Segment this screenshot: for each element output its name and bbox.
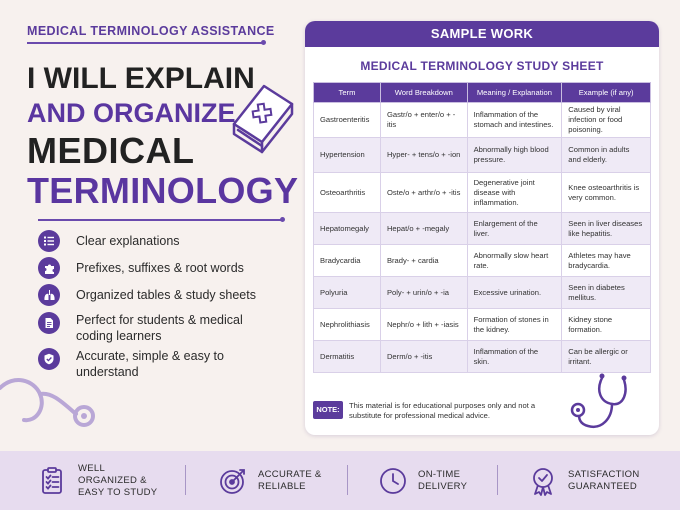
- feature-text: Organized tables & study sheets: [76, 288, 256, 302]
- meaning-cell: Formation of stones in the kidney.: [467, 309, 562, 341]
- example-cell: Athletes may have bradycardia.: [562, 245, 651, 277]
- column-header: Term: [314, 83, 381, 103]
- table-row: [314, 309, 651, 341]
- terminology-table: [313, 82, 651, 373]
- disclaimer-text: This material is for educational purposes only and not a substitute for professional medical advice.: [349, 401, 536, 420]
- breakdown-cell: Oste/o + arthr/o + -itis: [380, 173, 467, 213]
- breakdown-cell: Gastr/o + enter/o + -itis: [380, 103, 467, 138]
- meaning-cell: Inflammation of the stomach and intestines.: [467, 103, 562, 138]
- study-sheet-title: MEDICAL TERMINOLOGY STUDY SHEET: [360, 59, 604, 73]
- feature-text: Perfect for students & medical coding learners: [76, 313, 243, 343]
- eyebrow-divider: [27, 42, 263, 44]
- column-header: Meaning / Explanation: [467, 83, 562, 103]
- table-row: [314, 213, 651, 245]
- term-cell: Nephrolithiasis: [314, 309, 381, 341]
- footer-item: [38, 451, 163, 510]
- example-cell: Can be allergic or irritant.: [562, 341, 651, 373]
- eyebrow-title: MEDICAL TERMINOLOGY ASSISTANCE: [27, 24, 275, 38]
- footer-label: WELL ORGANIZED & EASY TO STUDY: [78, 462, 158, 498]
- footer-divider: [497, 465, 498, 495]
- medical-book-icon: [226, 80, 296, 158]
- table-row: [314, 138, 651, 173]
- footer-label: ACCURATE & RELIABLE: [258, 468, 322, 492]
- feature-text: Prefixes, suffixes & root words: [76, 261, 244, 275]
- meaning-cell: Abnormally high blood pressure.: [467, 138, 562, 173]
- features-divider: [38, 219, 282, 221]
- term-cell: Hypertension: [314, 138, 381, 173]
- feature-text: Accurate, simple & easy to understand: [76, 349, 224, 379]
- footer-item: [218, 451, 343, 510]
- breakdown-cell: Hepat/o + -megaly: [380, 213, 467, 245]
- column-header: Word Breakdown: [380, 83, 467, 103]
- breakdown-cell: Brady- + cardia: [380, 245, 467, 277]
- example-cell: Kidney stone formation.: [562, 309, 651, 341]
- shield-check-icon: [38, 348, 60, 370]
- feature-item: [38, 312, 276, 344]
- table-row: [314, 341, 651, 373]
- clipboard-icon: [38, 466, 68, 496]
- breakdown-cell: Nephr/o + lith + -iasis: [380, 309, 467, 341]
- term-cell: Gastroenteritis: [314, 103, 381, 138]
- card-header: SAMPLE WORK: [305, 21, 659, 47]
- breakdown-cell: Derm/o + -itis: [380, 341, 467, 373]
- headline-line-1: I WILL EXPLAIN: [27, 62, 255, 95]
- column-header: Example (if any): [562, 83, 651, 103]
- footer-bar: [0, 451, 680, 510]
- table-row: [314, 173, 651, 213]
- document-icon: [38, 312, 60, 334]
- headline-line-3: MEDICAL: [27, 130, 195, 171]
- meaning-cell: Inflammation of the skin.: [467, 341, 562, 373]
- note-label: NOTE:: [313, 401, 343, 419]
- footer-item: [528, 451, 653, 510]
- term-cell: Dermatitis: [314, 341, 381, 373]
- meaning-cell: Degenerative joint disease with inflammation.: [467, 173, 562, 213]
- example-cell: Knee osteoarthritis is very common.: [562, 173, 651, 213]
- feature-text: Clear explanations: [76, 234, 180, 248]
- table-row: [314, 245, 651, 277]
- example-cell: Seen in diabetes mellitus.: [562, 277, 651, 309]
- term-cell: Bradycardia: [314, 245, 381, 277]
- feature-item: [38, 284, 276, 306]
- feature-item: [38, 257, 276, 279]
- headline-line-4: TERMINOLOGY: [27, 170, 299, 211]
- meaning-cell: Enlargement of the liver.: [467, 213, 562, 245]
- meaning-cell: Excessive urination.: [467, 277, 562, 309]
- footer-label: SATISFACTION GUARANTEED: [568, 468, 640, 492]
- footer-label: ON-TIME DELIVERY: [418, 468, 468, 492]
- left-panel: [0, 0, 300, 450]
- meaning-cell: Abnormally slow heart rate.: [467, 245, 562, 277]
- footer-item: [378, 451, 503, 510]
- stethoscope-icon: [566, 370, 632, 440]
- example-cell: Caused by viral infection or food poisoning.: [562, 103, 651, 138]
- headline-line-2: AND ORGANIZE: [27, 98, 236, 128]
- breakdown-cell: Poly- + urin/o + -ia: [380, 277, 467, 309]
- table-row: [314, 277, 651, 309]
- table-row: [314, 103, 651, 138]
- lungs-icon: [38, 284, 60, 306]
- term-cell: Osteoarthritis: [314, 173, 381, 213]
- badge-icon: [528, 466, 558, 496]
- breakdown-cell: Hyper- + tens/o + -ion: [380, 138, 467, 173]
- example-cell: Seen in liver diseases like hepatitis.: [562, 213, 651, 245]
- term-cell: Polyuria: [314, 277, 381, 309]
- example-cell: Common in adults and elderly.: [562, 138, 651, 173]
- clock-icon: [378, 466, 408, 496]
- stethoscope-icon: [0, 370, 100, 440]
- feature-item: [38, 230, 276, 252]
- footer-divider: [185, 465, 186, 495]
- puzzle-icon: [38, 257, 60, 279]
- term-cell: Hepatomegaly: [314, 213, 381, 245]
- footer-divider: [347, 465, 348, 495]
- list-icon: [38, 230, 60, 252]
- target-icon: [218, 466, 248, 496]
- table-header-row: [314, 83, 651, 103]
